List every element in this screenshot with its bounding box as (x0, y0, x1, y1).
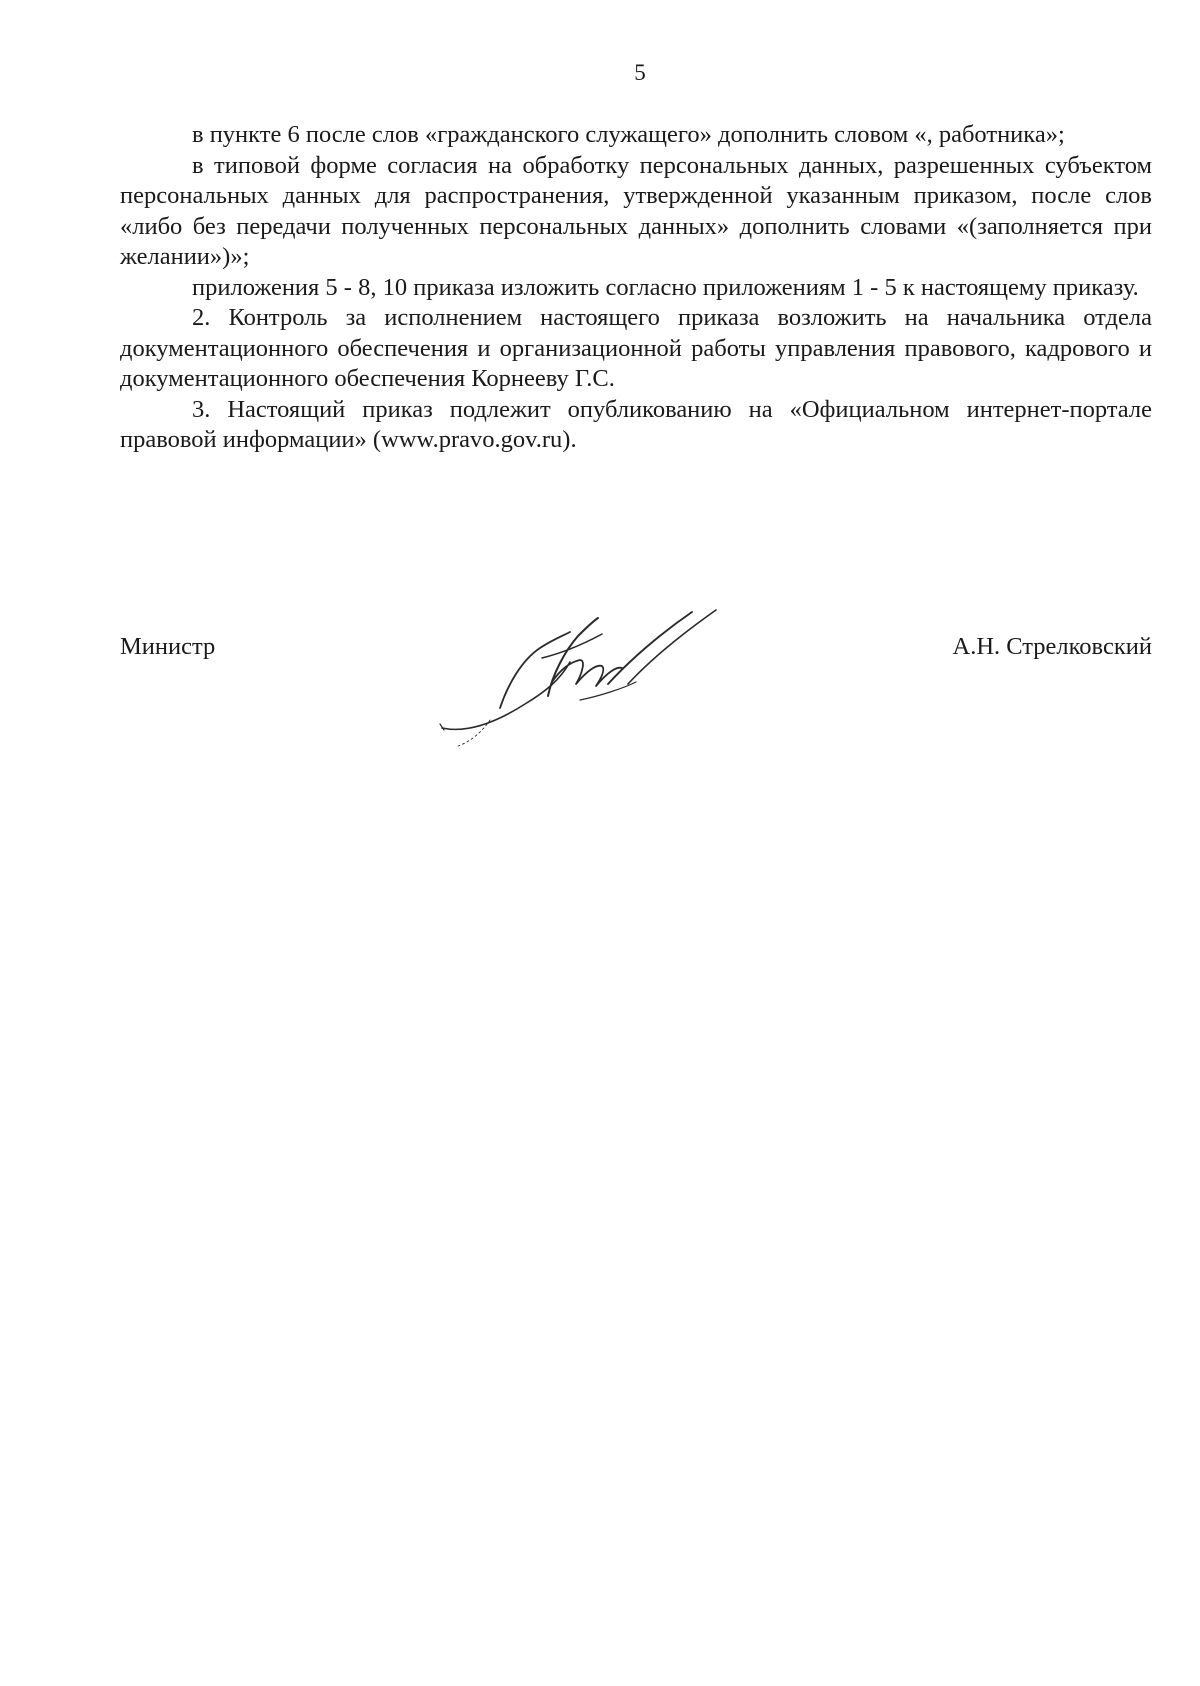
paragraph-3: приложения 5 - 8, 10 приказа изложить согласно приложениям 1 - 5 к настоящему приказу. (192, 273, 1139, 301)
signer-title: Министр (120, 633, 216, 660)
signer-name: А.Н. Стрелковский (952, 633, 1152, 660)
document-body (120, 120, 1152, 456)
page-number: 5 (634, 60, 646, 85)
paragraph-4: 2. Контроль за исполнением настоящего приказа возложить на начальника отдела документационного обеспечения и организационной работы управления правового, кадрового и документационного обеспечения Корнееву Г.С. (120, 304, 1152, 392)
paragraph-2: в типовой форме согласия на обработку персональных данных, разрешенных субъектом персональных данных для распространения, утвержденной указанным приказом, после слов «либо без передачи полученных персональных данных» дополнить словами «(заполняется при желании»)»; (120, 151, 1152, 270)
paragraph-5: 3. Настоящий приказ подлежит опубликованию на «Официальном интернет-портале правовой информации» (www.pravo.gov.ru). (120, 395, 1152, 453)
handwritten-signature (430, 600, 760, 760)
paragraph-1: в пункте 6 после слов «гражданского служащего» дополнить словом «, работника»; (192, 121, 1065, 148)
